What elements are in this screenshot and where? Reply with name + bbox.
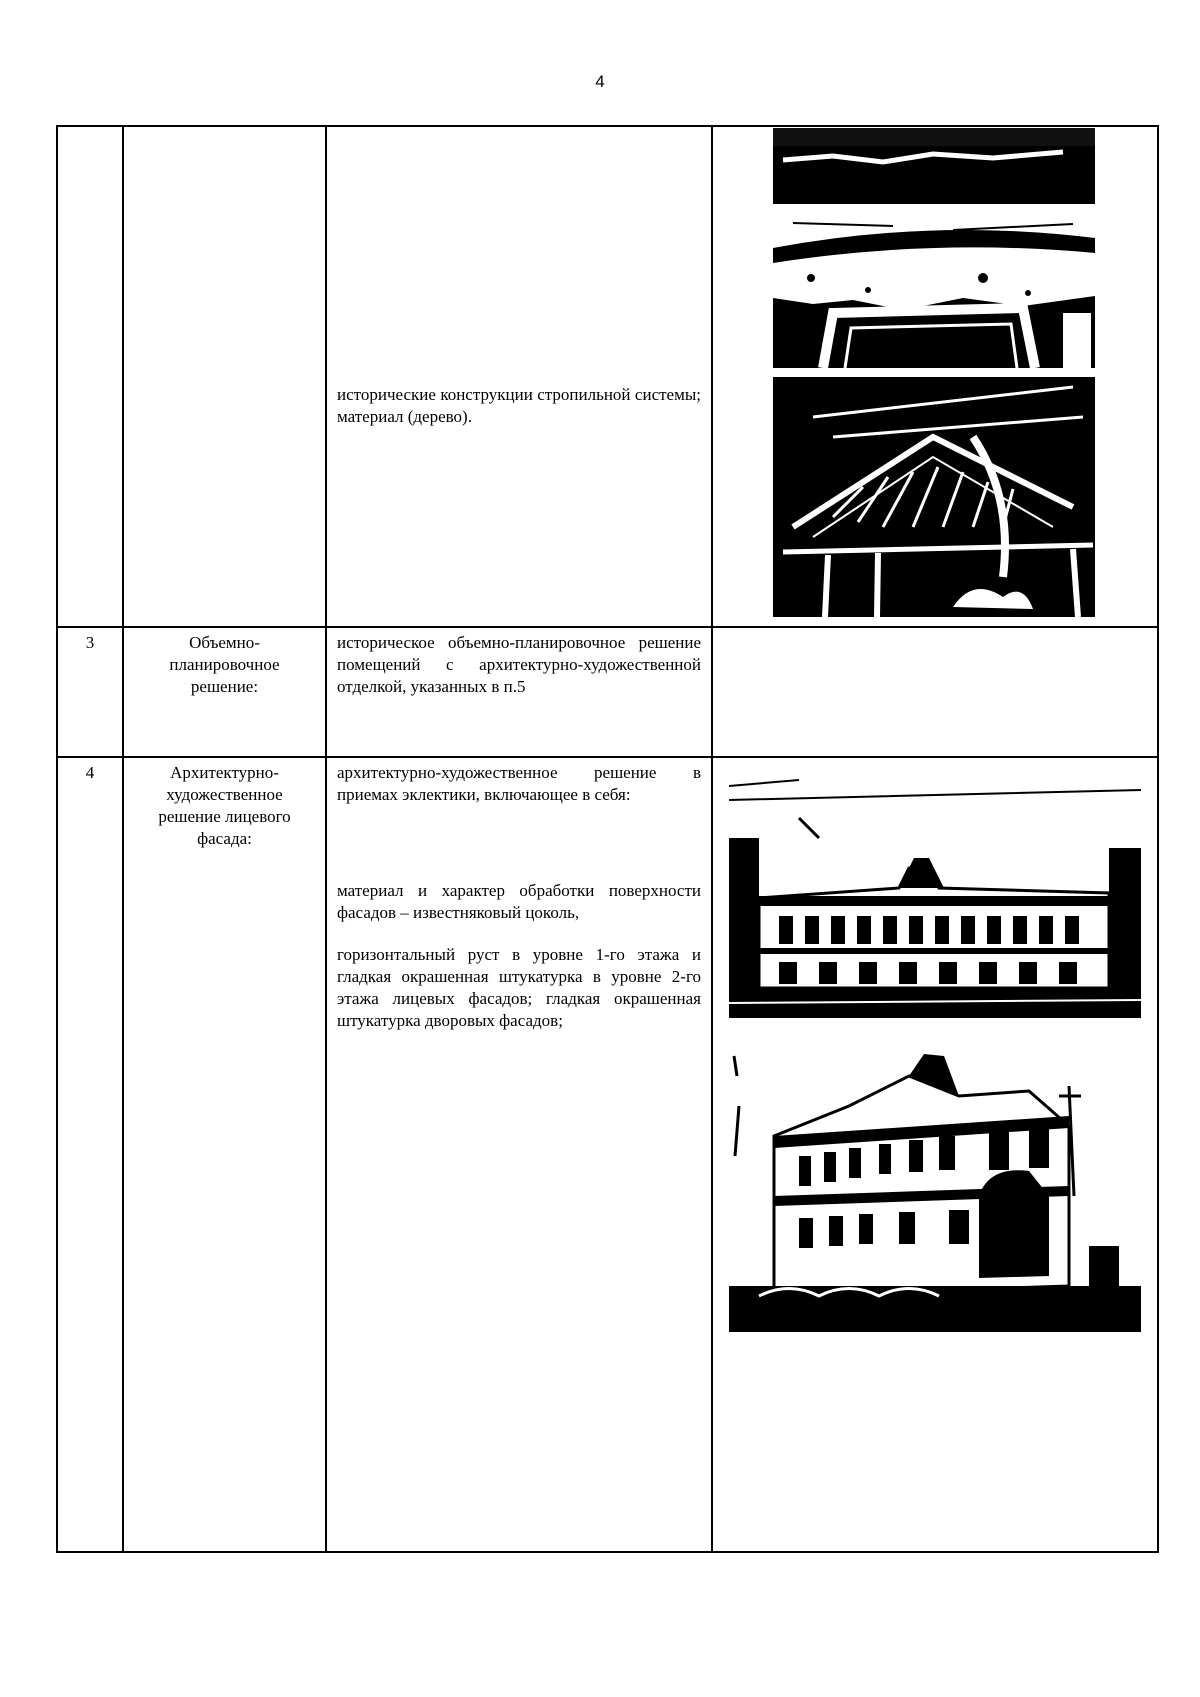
facade-corner-photo <box>729 1046 1141 1332</box>
row-name: Архитектурно-художественное решение лицевого фасада: <box>158 763 291 848</box>
row-number: 3 <box>85 633 95 652</box>
row-description <box>337 762 701 1032</box>
row-number: 4 <box>85 763 95 782</box>
page-number: 4 <box>595 72 605 91</box>
row-name: Объемно-планировочное решение: <box>169 633 280 696</box>
description-paragraph: материал и характер обработки поверхности фасадов – известняковый цоколь, <box>337 881 701 922</box>
description-paragraph: исторические конструкции стропильной системы; материал (дерево). <box>337 385 701 426</box>
description-paragraph: горизонтальный руст в уровне 1-го этажа и гладкая окрашенная штукатурка в уровне 2-го этажа лицевых фасадов; гладкая окрашенная штукатурка дворовых фасадов; <box>337 945 701 1030</box>
description-paragraph: архитектурно-художественное решение в приемах эклектики, включающее в себя: <box>337 763 701 804</box>
row-description <box>337 384 701 428</box>
attic-rafters-photo-1 <box>773 128 1095 368</box>
facade-front-photo <box>729 778 1141 1022</box>
attic-rafters-photo-2 <box>773 377 1095 617</box>
row-description <box>337 632 701 698</box>
description-paragraph: историческое объемно-планировочное решение помещений с архитектурно-художественной отделкой, указанных в п.5 <box>337 633 701 696</box>
